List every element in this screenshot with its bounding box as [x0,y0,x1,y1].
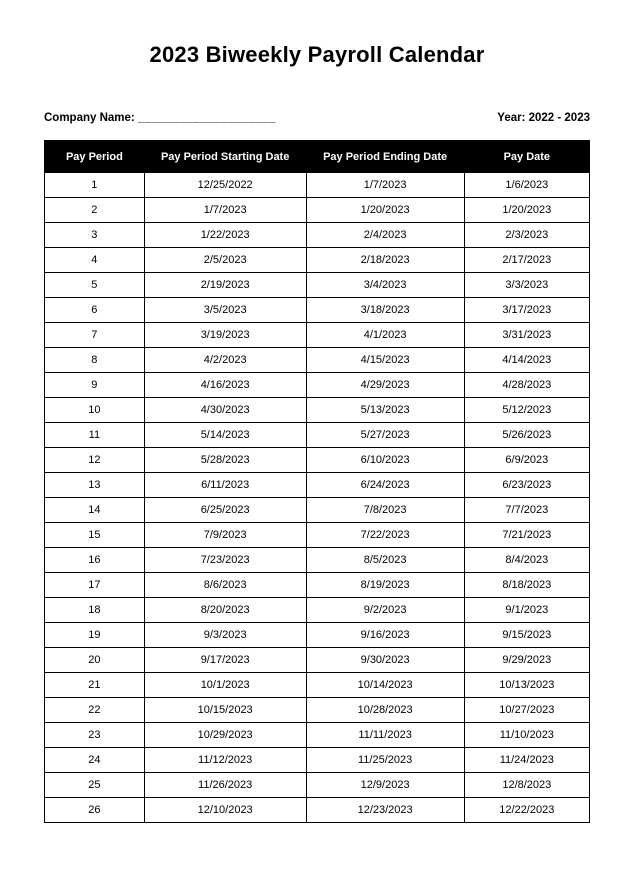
company-name-line [44,112,276,124]
cell-end-date: 2/4/2023 [306,223,464,248]
cell-pay-date: 9/15/2023 [464,623,589,648]
cell-pay-date: 4/28/2023 [464,373,589,398]
table-row [45,373,590,398]
cell-pay-date: 12/8/2023 [464,773,589,798]
cell-start-date: 10/15/2023 [144,698,306,723]
cell-end-date: 5/13/2023 [306,398,464,423]
cell-pay-period: 3 [45,223,145,248]
cell-end-date: 5/27/2023 [306,423,464,448]
cell-start-date: 10/29/2023 [144,723,306,748]
cell-end-date: 8/19/2023 [306,573,464,598]
cell-end-date: 1/7/2023 [306,173,464,198]
cell-pay-date: 1/20/2023 [464,198,589,223]
table-row [45,323,590,348]
cell-pay-date: 8/4/2023 [464,548,589,573]
table-row [45,448,590,473]
cell-pay-date: 11/10/2023 [464,723,589,748]
cell-end-date: 9/30/2023 [306,648,464,673]
cell-end-date: 7/8/2023 [306,498,464,523]
table-row [45,598,590,623]
cell-end-date: 6/10/2023 [306,448,464,473]
cell-start-date: 6/11/2023 [144,473,306,498]
cell-pay-date: 9/29/2023 [464,648,589,673]
cell-pay-period: 5 [45,273,145,298]
cell-pay-period: 22 [45,698,145,723]
table-row [45,698,590,723]
cell-start-date: 11/12/2023 [144,748,306,773]
column-header-pay-period: Pay Period [45,141,145,173]
cell-pay-date: 11/24/2023 [464,748,589,773]
payroll-table [44,140,590,823]
cell-pay-period: 4 [45,248,145,273]
cell-pay-period: 20 [45,648,145,673]
cell-start-date: 4/2/2023 [144,348,306,373]
cell-end-date: 8/5/2023 [306,548,464,573]
cell-start-date: 7/9/2023 [144,523,306,548]
cell-pay-period: 18 [45,598,145,623]
cell-pay-period: 7 [45,323,145,348]
table-header-row [45,141,590,173]
cell-pay-period: 14 [45,498,145,523]
cell-end-date: 11/25/2023 [306,748,464,773]
cell-pay-period: 10 [45,398,145,423]
cell-start-date: 1/7/2023 [144,198,306,223]
cell-pay-date: 1/6/2023 [464,173,589,198]
cell-pay-date: 5/26/2023 [464,423,589,448]
table-row [45,623,590,648]
cell-pay-period: 8 [45,348,145,373]
table-row [45,673,590,698]
cell-pay-date: 5/12/2023 [464,398,589,423]
cell-start-date: 2/19/2023 [144,273,306,298]
table-row [45,423,590,448]
cell-pay-date: 3/3/2023 [464,273,589,298]
cell-start-date: 9/17/2023 [144,648,306,673]
cell-end-date: 10/14/2023 [306,673,464,698]
table-row [45,473,590,498]
table-row [45,648,590,673]
cell-pay-date: 2/3/2023 [464,223,589,248]
cell-pay-period: 25 [45,773,145,798]
cell-pay-date: 10/27/2023 [464,698,589,723]
cell-pay-period: 24 [45,748,145,773]
cell-start-date: 4/30/2023 [144,398,306,423]
cell-start-date: 5/28/2023 [144,448,306,473]
table-row [45,298,590,323]
cell-start-date: 2/5/2023 [144,248,306,273]
cell-pay-period: 9 [45,373,145,398]
company-name-blank-field: ____________________ [137,112,276,124]
cell-end-date: 4/29/2023 [306,373,464,398]
table-row [45,223,590,248]
table-row [45,548,590,573]
cell-start-date: 10/1/2023 [144,673,306,698]
cell-pay-date: 4/14/2023 [464,348,589,373]
table-row [45,773,590,798]
cell-pay-date: 6/23/2023 [464,473,589,498]
cell-end-date: 11/11/2023 [306,723,464,748]
cell-pay-date: 3/31/2023 [464,323,589,348]
column-header-pay-date: Pay Date [464,141,589,173]
company-name-label: Company Name: [44,112,135,124]
table-row [45,573,590,598]
cell-start-date: 12/10/2023 [144,798,306,823]
cell-pay-period: 26 [45,798,145,823]
cell-pay-date: 10/13/2023 [464,673,589,698]
table-row [45,498,590,523]
table-row [45,748,590,773]
cell-pay-date: 12/22/2023 [464,798,589,823]
meta-row [44,112,590,124]
cell-start-date: 1/22/2023 [144,223,306,248]
cell-pay-date: 3/17/2023 [464,298,589,323]
table-row [45,198,590,223]
cell-pay-period: 15 [45,523,145,548]
cell-start-date: 11/26/2023 [144,773,306,798]
cell-end-date: 10/28/2023 [306,698,464,723]
table-row [45,348,590,373]
cell-end-date: 3/4/2023 [306,273,464,298]
cell-pay-period: 13 [45,473,145,498]
table-row [45,523,590,548]
table-row [45,173,590,198]
cell-start-date: 8/20/2023 [144,598,306,623]
cell-end-date: 9/16/2023 [306,623,464,648]
column-header-start-date: Pay Period Starting Date [144,141,306,173]
cell-start-date: 9/3/2023 [144,623,306,648]
cell-end-date: 1/20/2023 [306,198,464,223]
table-row [45,273,590,298]
cell-end-date: 4/1/2023 [306,323,464,348]
column-header-end-date: Pay Period Ending Date [306,141,464,173]
cell-start-date: 5/14/2023 [144,423,306,448]
cell-pay-date: 7/7/2023 [464,498,589,523]
cell-start-date: 3/19/2023 [144,323,306,348]
cell-pay-period: 2 [45,198,145,223]
cell-pay-period: 23 [45,723,145,748]
cell-end-date: 3/18/2023 [306,298,464,323]
cell-start-date: 6/25/2023 [144,498,306,523]
cell-pay-date: 9/1/2023 [464,598,589,623]
cell-end-date: 12/23/2023 [306,798,464,823]
cell-pay-period: 1 [45,173,145,198]
cell-pay-period: 21 [45,673,145,698]
cell-pay-period: 6 [45,298,145,323]
cell-pay-date: 2/17/2023 [464,248,589,273]
table-row [45,398,590,423]
cell-pay-period: 16 [45,548,145,573]
year-label: Year: 2022 - 2023 [497,112,590,124]
cell-end-date: 4/15/2023 [306,348,464,373]
table-row [45,248,590,273]
cell-pay-date: 7/21/2023 [464,523,589,548]
cell-pay-date: 6/9/2023 [464,448,589,473]
cell-pay-period: 19 [45,623,145,648]
cell-start-date: 7/23/2023 [144,548,306,573]
cell-pay-period: 11 [45,423,145,448]
cell-end-date: 2/18/2023 [306,248,464,273]
table-body [45,173,590,823]
cell-start-date: 4/16/2023 [144,373,306,398]
cell-end-date: 12/9/2023 [306,773,464,798]
cell-end-date: 9/2/2023 [306,598,464,623]
cell-start-date: 3/5/2023 [144,298,306,323]
cell-pay-period: 17 [45,573,145,598]
table-row [45,798,590,823]
cell-pay-date: 8/18/2023 [464,573,589,598]
cell-start-date: 12/25/2022 [144,173,306,198]
cell-pay-period: 12 [45,448,145,473]
page-title: 2023 Biweekly Payroll Calendar [149,42,485,67]
table-row [45,723,590,748]
cell-start-date: 8/6/2023 [144,573,306,598]
cell-end-date: 6/24/2023 [306,473,464,498]
cell-end-date: 7/22/2023 [306,523,464,548]
